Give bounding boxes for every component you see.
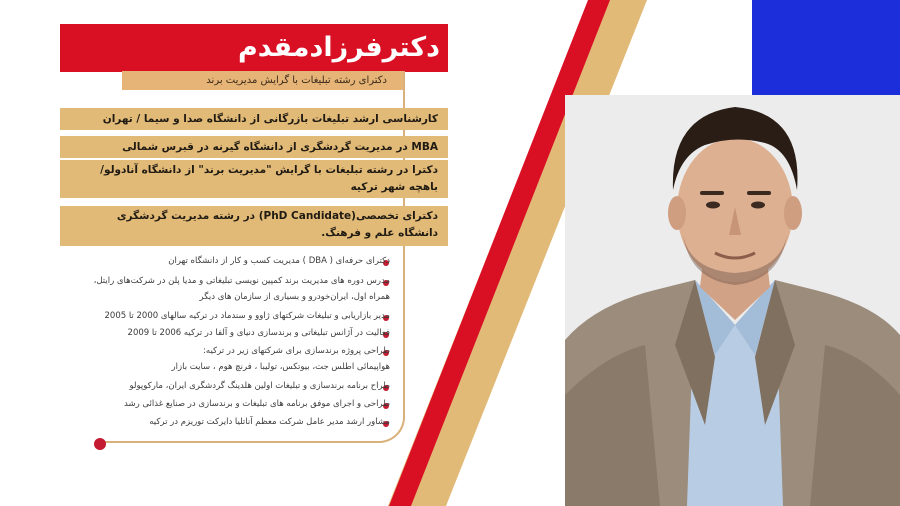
degree-text-line: دانشگاه علم و فرهنگ. <box>321 227 438 239</box>
list-item: طراح برنامه برندسازی و تبلیغات اولین هلدینگ گردشگری ایران، مارکوپولو <box>129 381 390 391</box>
degree-text-line: باهچه شهر ترکیه <box>350 181 438 193</box>
degree-item <box>60 206 448 246</box>
degree-text: MBA در مدیریت گردشگری از دانشگاه گیرنه در قبرس شمالی <box>122 141 438 153</box>
degree-item <box>60 160 448 198</box>
degree-item <box>60 136 448 158</box>
frame-end-dot <box>94 438 106 450</box>
list-item: فعالیت در آژانس تبلیغاتی و برندسازی دنیای و آلفا در ترکیه 2006 تا 2009 <box>127 328 390 338</box>
list-item: مشاور ارشد مدیر عامل شرکت معظم آناتلیا دایرکت توریزم در ترکیه <box>149 417 390 427</box>
list-item: دکترای حرفه‌ای ( DBA ) مدیریت کسب و کار از دانشگاه تهران <box>168 256 390 266</box>
degree-item <box>60 108 448 130</box>
portrait-photo <box>565 95 900 506</box>
degree-text-line: دکترا در رشته تبلیغات با گرایش "مدیریت برند" از دانشگاه آنادولو/ <box>100 164 438 176</box>
list-item: مدیر بازاریابی و تبلیغات شرکتهای ژاوو و سندماد در ترکیه سالهای 2000 تا 2005 <box>104 311 390 321</box>
degree-text: کارشناسی ارشد تبلیغات بازرگانی از دانشگاه صدا و سیما / تهران <box>102 113 438 125</box>
list-item: طراحی و اجرای موفق برنامه های تبلیغات و برندسازی در صنایع غذائی رشد <box>124 399 390 409</box>
degree-text-line: دکترای تخصصی(PhD Candidate) در رشته مدیریت گردشگری <box>116 210 438 222</box>
doctor-name-title: دکترفرزادمقدم <box>237 32 440 63</box>
list-item: مدرس دوره های مدیریت برند کمپین نویسی تبلیغاتی و مدیا پلن در شرکت‌های رایتل، <box>93 276 390 286</box>
list-item: طراحی پروژه برندسازی برای شرکتهای زیر در ترکیه: <box>203 346 390 356</box>
subtitle-bar: دکترای رشته تبلیغات با گرایش مدیریت برند <box>122 71 405 90</box>
list-item-continuation: همراه اول، ایران‌خودرو و بسیاری از سازمان های دیگر <box>199 292 390 302</box>
list-item-continuation: هواپیمائی اطلس جت، بیوتکس، تولیبا ، فرنچ هوم ، سایت بازار <box>171 362 390 372</box>
